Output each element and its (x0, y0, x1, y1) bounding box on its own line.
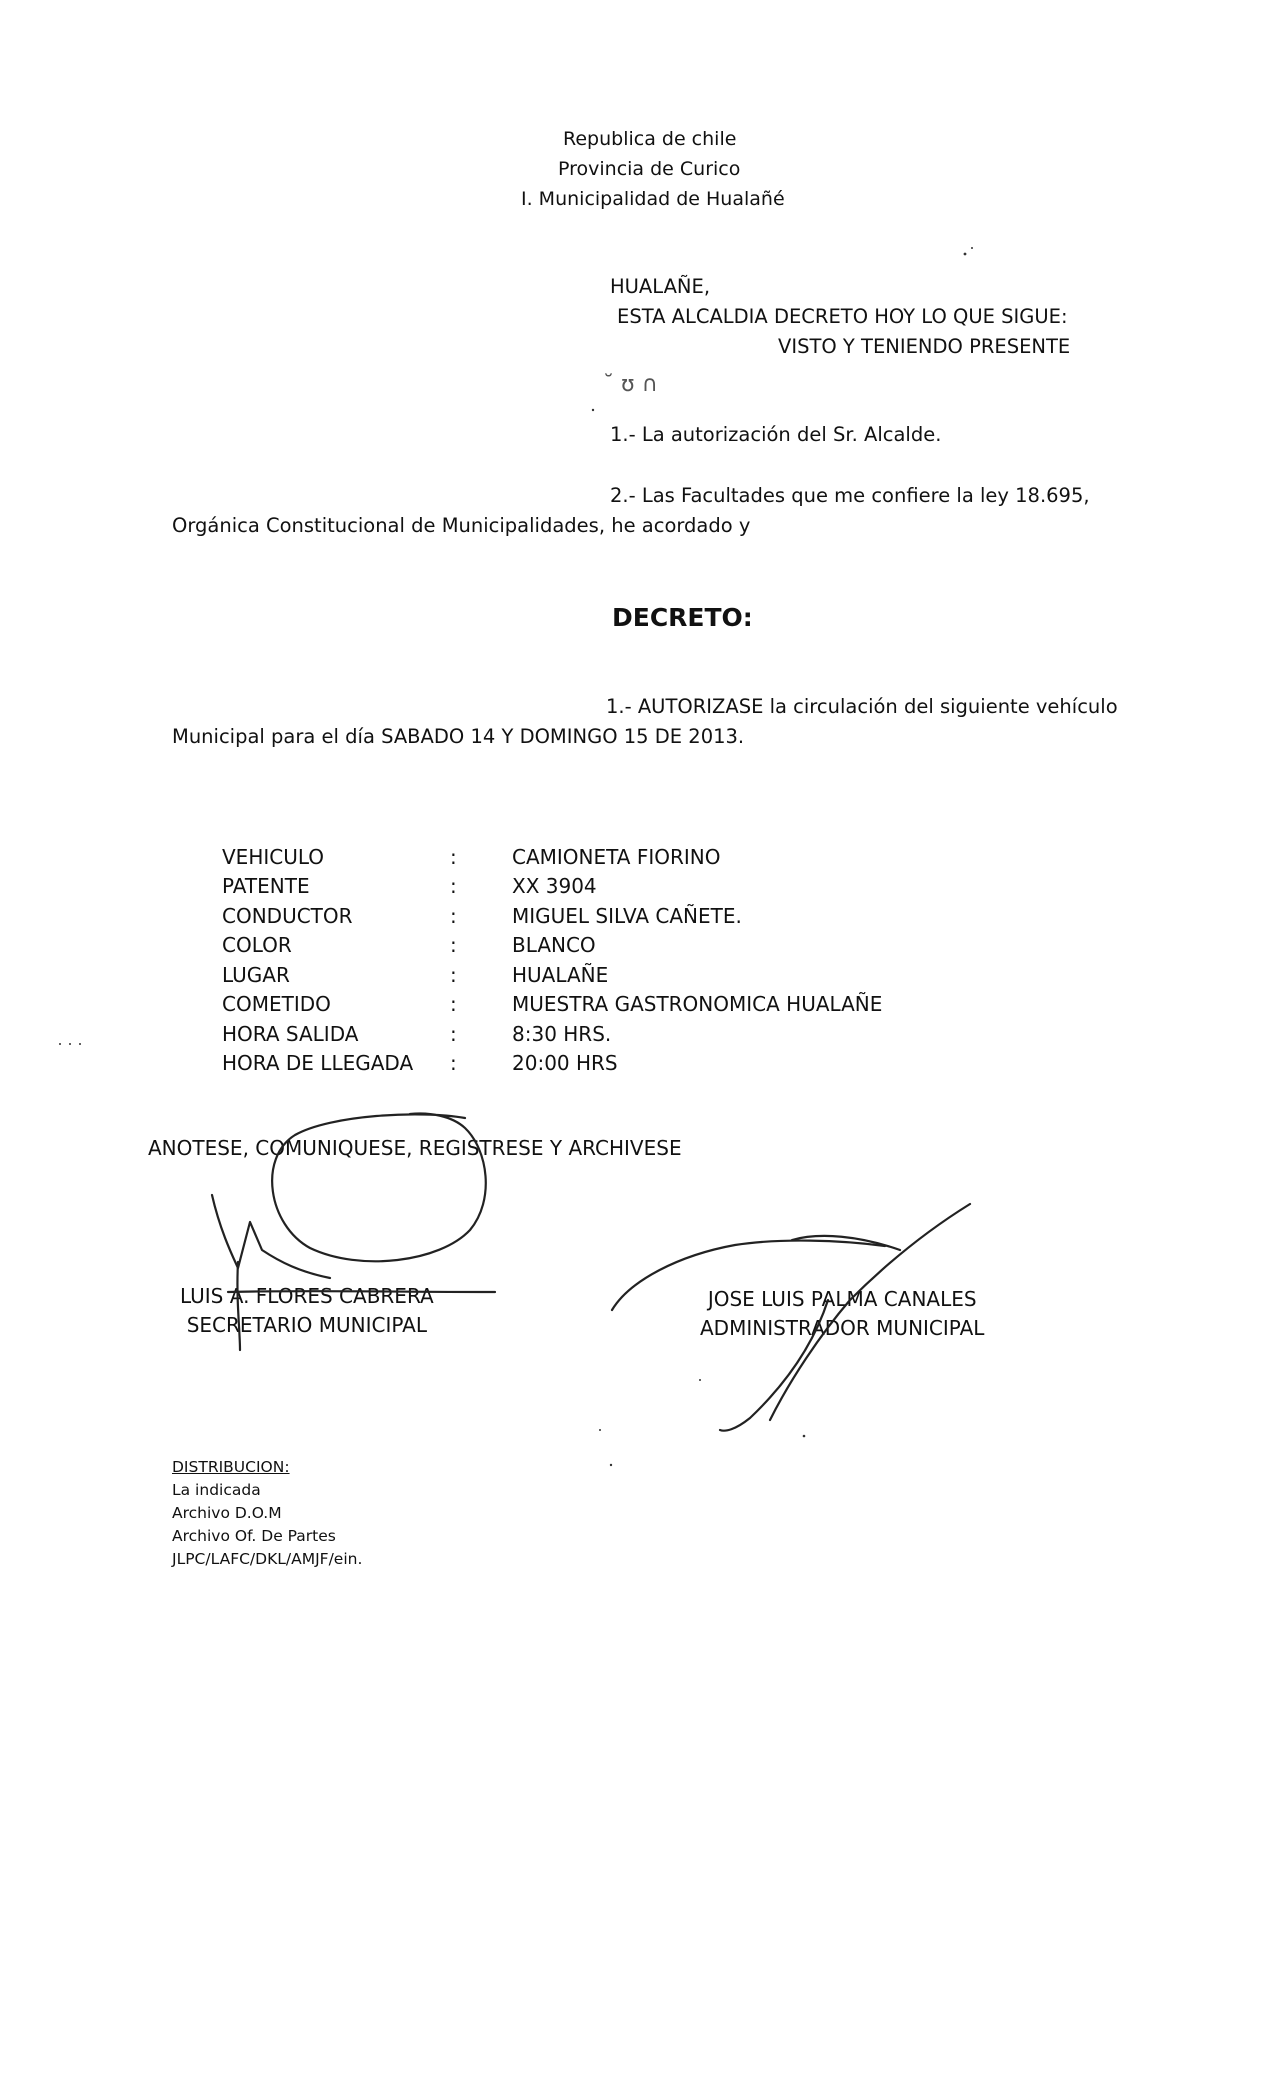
distribution-line: La indicada (172, 1481, 261, 1499)
field-value: XX 3904 (512, 874, 597, 899)
decreto-title: DECRETO: (612, 603, 753, 632)
field-row (222, 872, 882, 902)
signature-left-stroke (212, 1195, 330, 1278)
consideration-2-first-line: 2.- Las Facultades que me confiere la ley 18.695, (610, 484, 1090, 507)
intro-visto: VISTO Y TENIENDO PRESENTE (778, 335, 1071, 358)
signature-right-stroke (792, 1236, 900, 1250)
field-label: HORA DE LLEGADA (222, 1051, 414, 1076)
field-value: BLANCO (512, 933, 596, 958)
signature-right (700, 1285, 984, 1343)
field-label: COLOR (222, 933, 292, 958)
field-separator: : (450, 903, 457, 928)
field-value: MUESTRA GASTRONOMICA HUALAÑE (512, 992, 883, 1017)
field-value: MIGUEL SILVA CAÑETE. (512, 903, 742, 928)
resolution-1-rest: Municipal para el día SABADO 14 Y DOMINGO 15 DE 2013. (172, 725, 745, 748)
signature-right-name: JOSE LUIS PALMA CANALES (707, 1287, 977, 1311)
header-line-province: Provincia de Curico (558, 158, 741, 180)
consideration-2 (172, 481, 1172, 541)
field-separator: : (450, 962, 457, 987)
field-separator: : (450, 933, 457, 958)
resolution-1 (172, 692, 1172, 752)
closing-formula: ANOTESE, COMUNIQUESE, REGISTRESE Y ARCHIVESE (148, 1136, 682, 1160)
distribution-line: Archivo D.O.M (172, 1504, 282, 1522)
header-line-municipality: I. Municipalidad de Hualañé (521, 188, 785, 210)
field-row (222, 1049, 882, 1079)
field-label: HORA SALIDA (222, 1021, 359, 1046)
field-value: 8:30 HRS. (512, 1021, 612, 1046)
distribution-heading: DISTRIBUCION: (172, 1458, 290, 1476)
signature-right-title: ADMINISTRADOR MUNICIPAL (700, 1316, 985, 1340)
field-label: PATENTE (222, 874, 310, 899)
field-row (222, 1019, 882, 1049)
intro-decree-line: ESTA ALCALDIA DECRETO HOY LO QUE SIGUE: (617, 305, 1068, 328)
field-separator: : (450, 992, 457, 1017)
vehicle-details-table (222, 842, 882, 1078)
field-value: CAMIONETA FIORINO (512, 844, 721, 869)
distribution-line: JLPC/LAFC/DKL/AMJF/ein. (172, 1550, 363, 1568)
intro-place: HUALAÑE, (610, 275, 711, 298)
consideration-2-rest: Orgánica Constitucional de Municipalidades, he acordado y (172, 514, 751, 537)
field-value: 20:00 HRS (512, 1051, 618, 1076)
resolution-1-first-line: 1.- AUTORIZASE la circulación del siguiente vehículo (606, 695, 1118, 718)
field-separator: : (450, 1051, 457, 1076)
distribution-line: Archivo Of. De Partes (172, 1527, 336, 1545)
field-label: COMETIDO (222, 992, 331, 1017)
field-label: LUGAR (222, 962, 290, 987)
signature-left-name: LUIS A. FLORES CABRERA (180, 1284, 434, 1308)
consideration-1: 1.- La autorización del Sr. Alcalde. (610, 423, 942, 446)
signature-left (180, 1282, 434, 1340)
field-separator: : (450, 874, 457, 899)
header-line-country: Republica de chile (563, 128, 737, 150)
decree-number-mark: ˘ ʊ ∩ (603, 372, 658, 397)
field-separator: : (450, 1021, 457, 1046)
field-row (222, 960, 882, 990)
field-row (222, 931, 882, 961)
distribution-block (172, 1456, 362, 1571)
field-label: VEHICULO (222, 844, 325, 869)
field-row (222, 901, 882, 931)
field-label: CONDUCTOR (222, 903, 353, 928)
field-row (222, 990, 882, 1020)
field-row (222, 842, 882, 872)
field-separator: : (450, 844, 457, 869)
field-value: HUALAÑE (512, 962, 609, 987)
signature-left-title: SECRETARIO MUNICIPAL (186, 1313, 427, 1337)
